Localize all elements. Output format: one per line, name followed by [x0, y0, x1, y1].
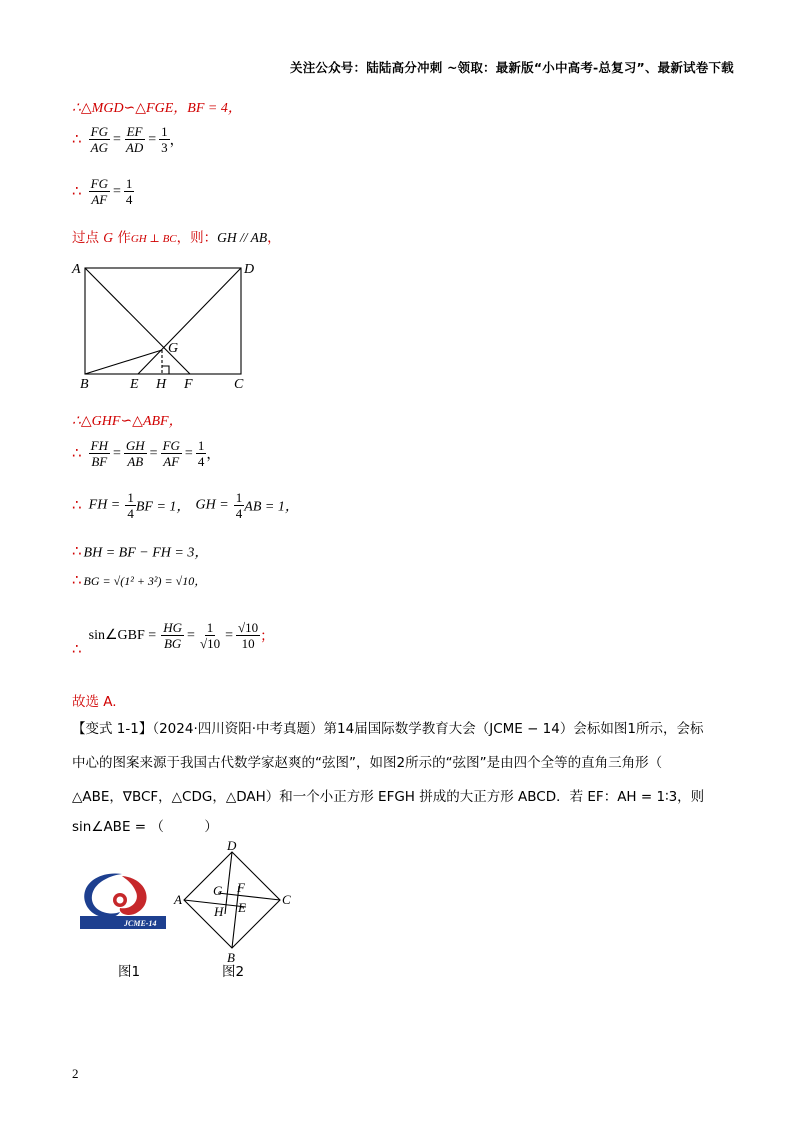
step-bh: ∴ BH = BF − FH = 3， — [72, 542, 209, 561]
label2-F: F — [237, 880, 245, 895]
variant-line-2: 中心的图案来源于我国古代数学家赵爽的“弦图”，如图2所示的“弦图”是由四个全等的直角三角形（ — [72, 755, 663, 771]
label-E: E — [130, 377, 139, 392]
variant-line-1: 【变式 1-1】（2024·四川资阳·中考真题）第14届国际数学教育大会（JCME − 14）会标如图1所示，会标 — [72, 721, 704, 737]
fraction: $\frac{FG}{AG}$ — [90, 124, 108, 155]
construction-step: 过点 G 作GH ⊥ BC，则：GH // AB， — [72, 230, 281, 246]
label-D: D — [244, 262, 255, 277]
caption-fig1: 图1 — [118, 964, 141, 980]
label2-G: G — [213, 883, 223, 898]
label-H: H — [156, 377, 167, 392]
label2-D: D — [227, 840, 237, 853]
fraction: $\frac{EF}{AD}$ — [125, 124, 144, 155]
label2-A: A — [174, 892, 182, 907]
jcme-logo — [72, 868, 172, 933]
step-ratio-2: ∴ $\frac{FG}{AF}$ = $\frac{1}{4}$ — [72, 176, 133, 207]
logo-text: JCME-14 — [124, 919, 157, 928]
step-sin: ∴ sin∠GBF = $\frac{HG}{BG}$ = $\frac{1}{√10}$ = $\frac{√10}{10}$ ； — [72, 620, 275, 658]
label2-E: E — [238, 900, 246, 915]
caption-fig2: 图2 — [222, 964, 245, 980]
label2-B: B — [227, 950, 235, 965]
rectangle-figure — [70, 258, 270, 393]
xian-diagram — [172, 840, 294, 965]
answer-text: 故选 A. — [72, 694, 117, 710]
label-G: G — [168, 341, 179, 356]
step-bg: ∴ BG = √(1² + 3²) = √10， — [72, 571, 207, 589]
variant-line-4: sin∠ABE = （ ） — [72, 819, 218, 835]
therefore-symbol: ∴ — [72, 130, 82, 148]
label2-C: C — [282, 892, 291, 907]
label-C: C — [234, 377, 244, 392]
step-similar-2: ∴△GHF∽△ABF， — [72, 414, 183, 429]
page-header: 关注公众号：陆陆高分冲刺 ~领取：最新版“小中高考-总复习”、最新试卷下载 — [290, 60, 734, 75]
label2-H: H — [214, 904, 224, 919]
step-lengths: ∴ FH = $\frac{1}{4}$ BF = 1， GH = $\frac{1}{4}$ AB = 1， — [72, 490, 299, 521]
variant-line-3: △ABE，∇BCF，△CDG，△DAH）和一个小正方形 EFGH 拼成的大正方形 ABCD．若 EF：AH = 1∶3，则 — [72, 789, 705, 805]
label-F: F — [184, 377, 193, 392]
step-similar-triangles — [72, 97, 242, 117]
page-number: 2 — [72, 1066, 79, 1081]
label-B: B — [80, 377, 89, 392]
step-ratio-1: ∴ $\frac{FG}{AG}$ = $\frac{EF}{AD}$ = $\frac{1}{3}$ ， — [72, 124, 184, 155]
fraction: $\frac{1}{3}$ — [161, 124, 168, 155]
label-A: A — [72, 262, 81, 277]
step-ratio-3: ∴ $\frac{FH}{BF}$ = $\frac{GH}{AB}$ = $\frac{FG}{AF}$ = $\frac{1}{4}$ ， — [72, 438, 221, 469]
step-text: ∴△MGD∽△FGE，BF = 4， — [72, 101, 242, 116]
